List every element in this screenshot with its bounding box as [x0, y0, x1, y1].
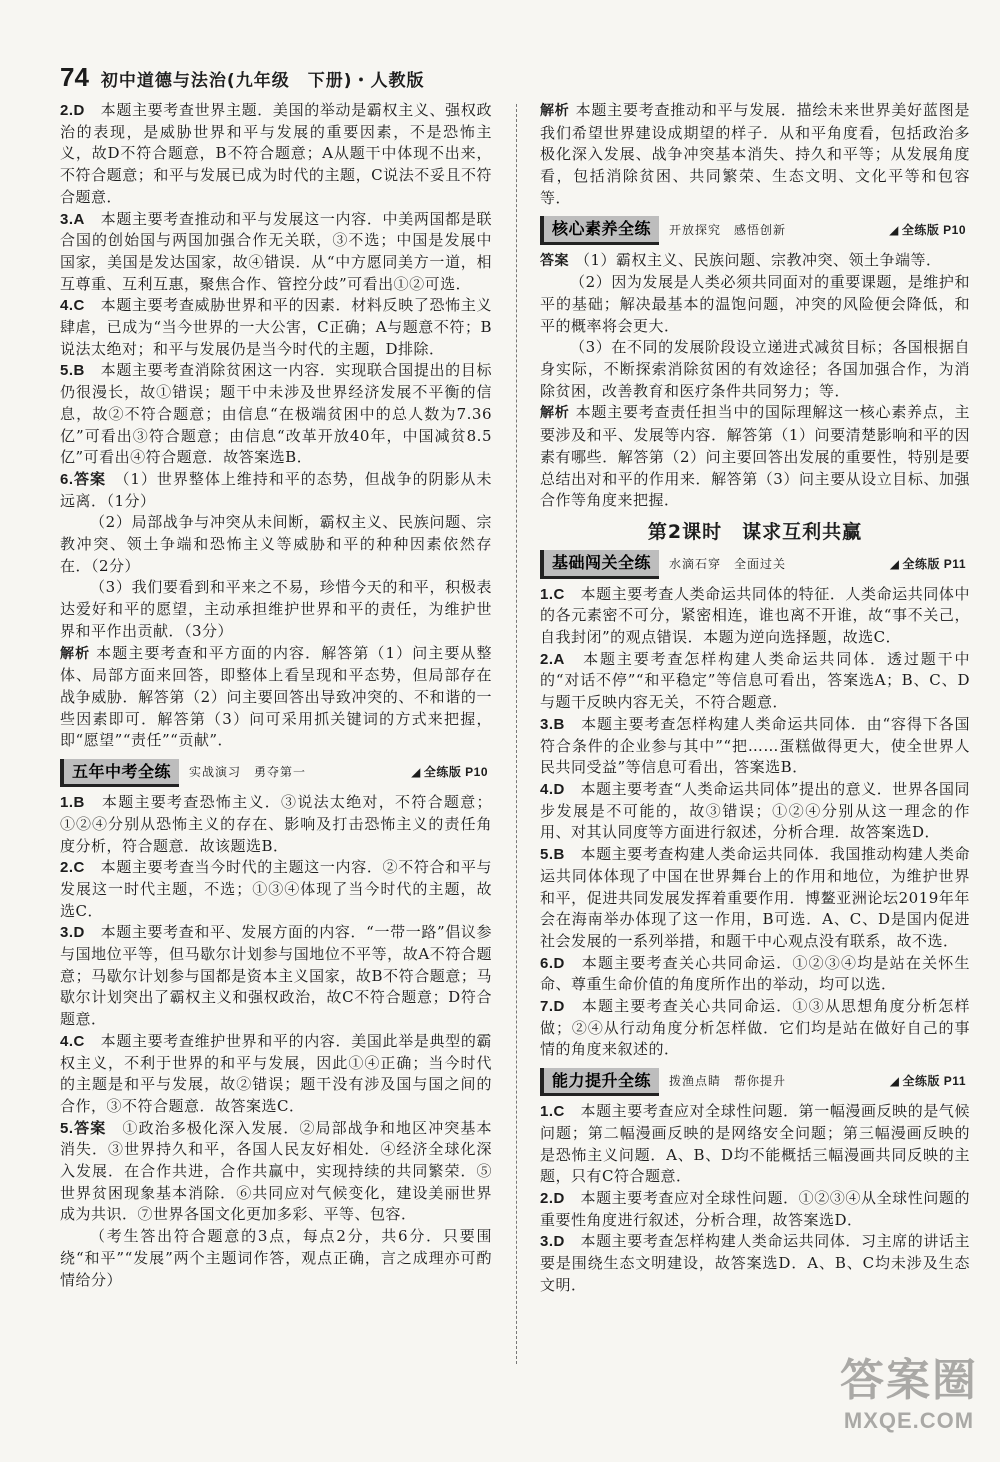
answer-line	[540, 714, 970, 779]
answer-line: （1）霸权主义、民族问题、宗教冲突、领土争端等．	[575, 250, 942, 269]
answer-line: （3）我们要看到和平来之不易，珍惜今天的和平，积极表达爱好和平的愿望，主动承担维护世界和平的责任，为维护世界和平作出贡献．（3分）	[60, 578, 492, 640]
answer-item	[540, 996, 970, 1061]
question-number: 3.A	[60, 210, 85, 228]
answer-item	[60, 209, 492, 296]
section-tag: 五年中考全练	[60, 759, 179, 788]
answer-item	[60, 469, 492, 752]
question-number: 4.C	[60, 1032, 85, 1050]
section-tag: 基础闯关全练	[540, 550, 659, 579]
analysis-text: 本题主要考查责任担当中的国际理解这一核心素养点，主要涉及和平、发展等内容．解答第（1）问要清楚影响和平的因素有哪些．解答第（2）问主要回答出发展的重要性，特别是要总结出对和平的作用来．解答第（3）问主要从设立目标、加强合作等角度来把握．	[540, 403, 970, 510]
section-band-nengli	[540, 1069, 970, 1095]
answer-text: 本题主要考查威胁世界和平的因素．材料反映了恐怖主义肆虐，已成为“当今世界的一大公害，C正确；A与题意不符；B说法太绝对；和平与发展仍是当今时代的主题，D排除．	[60, 296, 492, 358]
question-number: 4.D	[540, 780, 565, 798]
question-number: 6.答案	[60, 470, 106, 488]
jichu-answers	[540, 584, 970, 1061]
section-subtitle: 实战演习 勇夺第一	[189, 765, 307, 780]
section-subtitle: 水滴石穿 全面过关	[669, 556, 787, 571]
answer-line	[60, 295, 492, 360]
answer-text: 本题主要考查推动和平与发展这一内容．中美两国都是联合国的创始国与两国加强合作无关联，③不选；中国是发展中国家，美国是发达国家，故④错误．从“中方愿同美方一道，相互尊重、互利互惠，聚焦合作、管控分歧”可看出①②可选．	[60, 209, 492, 293]
analysis-line	[60, 643, 492, 753]
question-number: 2.D	[60, 102, 85, 119]
answer-line	[540, 779, 970, 844]
answer-item	[60, 100, 492, 209]
top-analysis	[540, 100, 970, 210]
question-number: 6.D	[540, 954, 565, 972]
answer-line: （2）局部战争与冲突从未间断，霸权主义、民族问题、宗教冲突、领土争端和恐怖主义等威胁和平的种种因素依然存在．（2分）	[60, 513, 492, 575]
answer-text: 本题主要考查消除贫困这一内容．实现联合国提出的目标仍很漫长，故①错误；题干中未涉及世界经济发展不平衡的信息，故②不符合题意；由信息“在极端贫困中的总人数为7.36亿”可看出③符合题意；由信息“改革开放40年，中国减贫8.5亿”可看出④符合题意．故答案选B．	[60, 361, 492, 467]
hexin-answer	[540, 250, 970, 512]
answer-line	[540, 844, 970, 953]
answer-item	[60, 857, 492, 922]
ref-label: 全练版 P11	[902, 1074, 966, 1089]
answer-line	[540, 1231, 970, 1296]
answer-item	[540, 1188, 970, 1231]
answer-item	[540, 714, 970, 779]
answer-text: 本题主要考查人类命运共同体的特征．人类命运共同体中的各元素密不可分，紧密相连，谁也离不开谁，故“事不关己，自我封闭”的观点错误．本题为逆向选择题，故选C．	[540, 584, 970, 647]
section-tag: 核心素养全练	[540, 216, 659, 245]
answer-line	[60, 360, 492, 469]
answer-line	[60, 857, 492, 922]
answer-text: 本题主要考查世界主题．美国的举动是霸权主义、强权政治的表现，是威胁世界和平与发展的重要因素，不是恐怖主义，故D不符合题意，B不符合题意；A从题干中体现不出来，不符合题意；和平与发展已成为时代的主题，C说法不妥且不符合题意．	[60, 101, 492, 206]
answer-line	[60, 1118, 492, 1227]
answer-line	[60, 922, 492, 1031]
answer-item	[60, 295, 492, 360]
watermark-line: 答案圈	[840, 1355, 978, 1406]
question-number: 1.B	[60, 794, 85, 812]
answer-line	[60, 100, 492, 209]
section-subtitle: 开放探究 感悟创新	[669, 222, 787, 237]
section-ref	[890, 554, 966, 576]
answer-text: 本题主要考查“人类命运共同体”提出的意义．世界各国同步发展是不可能的，故③错误；①②④分别从这一理念的作用、对其认同度等方面进行叙述，分析合理．故答案选D．	[540, 779, 970, 842]
analysis-text: 本题主要考查推动和平与发展．描绘未来世界美好蓝图是我们希望世界建设成期望的样子．从和平角度看，包括政治多极化深入发展、战争冲突基本消失、持久和平等；从发展角度看，包括消除贫困、共同繁荣、生态文明、文化平等和包容等．	[540, 101, 970, 207]
section-tag: 能力提升全练	[540, 1068, 659, 1097]
wunian-answers	[60, 792, 492, 1291]
nengli-answers	[540, 1101, 970, 1296]
left-top-answers	[60, 100, 492, 752]
answer-item	[60, 360, 492, 469]
pencil-icon: ◢	[411, 765, 421, 780]
answer-line	[60, 792, 492, 857]
left-column	[60, 100, 492, 1291]
answer-line: （2）因为发展是人类必须共同面对的重要课题，是维护和平的基础；解决最基本的温饱问题，冲突的风险便会降低，和平的概率将会更大．	[540, 273, 970, 335]
book-title: 初中道德与法治(九年级 下册)・人教版	[100, 71, 425, 91]
ref-label: 全练版 P11	[902, 556, 966, 571]
analysis-text: 本题主要考查和平方面的内容．解答第（1）问主要从整体、局部方面来回答，即整体上看呈现和平态势，但局部存在战争威胁．解答第（2）问主要回答出导致冲突的、不和谐的一些因素即可．解答第（3）问可采用抓关键词的方式来把握，即“愿望”“责任”“贡献”．	[60, 643, 493, 750]
pencil-icon: ◢	[889, 222, 899, 237]
section-band-hexin	[540, 218, 970, 244]
answer-text: 本题主要考查应对全球性问题．①②③④从全球性问题的重要性角度进行叙述，分析合理，故答案选D．	[540, 1188, 970, 1229]
pencil-icon: ◢	[889, 1074, 900, 1089]
section-ref	[890, 1071, 966, 1093]
analysis-label: 解析	[540, 103, 570, 119]
answer-item	[60, 1031, 492, 1118]
answer-text: 本题主要考查当今时代的主题这一内容．②不符合和平与发展这一时代主题，不选；①③④体现了当今时代的主题，故选C．	[60, 858, 492, 920]
answer-text: 本题主要考查维护世界和平的内容．美国此举是典型的霸权主义，不利于世界的和平与发展，因此①④正确；当今时代的主题是和平与发展，故②错误；题干没有涉及国与国之间的合作，③不符合题意．故答案选C．	[60, 1031, 492, 1115]
answer-line	[60, 1031, 492, 1118]
question-number: 7.D	[540, 998, 565, 1016]
answer-item	[540, 953, 970, 996]
answer-line	[60, 209, 492, 296]
pencil-icon: ◢	[889, 556, 900, 571]
section-ref	[411, 762, 488, 784]
answer-item	[60, 1118, 492, 1292]
answer-line: （考生答出符合题意的3点，每点2分，共6分．只要围绕“和平”“发展”两个主题词作答，观点正确，言之成理亦可酌情给分）	[60, 1227, 492, 1289]
column-divider	[516, 104, 517, 1364]
answer-line	[540, 996, 970, 1061]
lesson-title: 第2课时 谋求互利共赢	[647, 520, 863, 543]
answer-line	[540, 1188, 970, 1231]
ref-label: 全练版 P10	[901, 222, 966, 237]
answer-text: 本题主要考查怎样构建人类命运共同体．透过题干中的“对话不停”“和平稳定”等信息可看出，答案选A；B、C、D与题干反映内容无关，不符合题意．	[540, 649, 970, 712]
answer-text: 本题主要考查和平、发展方面的内容．“一带一路”倡议参与国地位平等，但马歇尔计划参与国地位不平等，故A不符合题意；马歇尔计划参与国都是资本主义国家，故B不符合题意；马歇尔计划突出了霸权主义和强权政治，故C不符合题意；D符合题意．	[60, 923, 492, 1029]
answer-text: 本题主要考查怎样构建人类命运共同体．由“容得下各国符合条件的企业参与其中”“把……蛋糕做得更大，使全世界人民共同受益”等信息可看出，答案选B．	[540, 714, 970, 777]
question-number: 1.C	[540, 585, 565, 603]
answer-item	[60, 922, 492, 1031]
question-number: 5.答案	[60, 1119, 107, 1137]
answer-item	[540, 779, 970, 844]
answer-text: 本题主要考查恐怖主义．③说法太绝对，不符合题意；①②④分别从恐怖主义的存在、影响及打击恐怖主义的责任角度分析，符合题意．故该题选B．	[60, 793, 492, 855]
question-number: 4.C	[60, 297, 85, 315]
answer-text: 本题主要考查应对全球性问题．第一幅漫画反映的是气候问题；第二幅漫画反映的是网络安全问题；第三幅漫画反映的是恐怖主义问题．A、B、D均不能概括三幅漫画共同反映的主题，只有C符合题意．	[540, 1102, 970, 1186]
answer-line: （3）在不同的发展阶段设立递进式减贫目标；各国根据自身实际，不断探索消除贫困的有效途径；各国加强合作，为消除贫困，改善教育和医疗条件共同努力；等．	[540, 338, 970, 400]
section-band-jichu	[540, 552, 970, 578]
answer-item	[60, 792, 492, 857]
analysis-label: 解析	[540, 405, 570, 422]
answer-text: 本题主要考查关心共同命运．①③从思想角度分析怎样做；②④从行动角度分析怎样做．它们均是站在做好自己的事情的角度来叙述的．	[540, 997, 970, 1059]
answer-item	[540, 1101, 970, 1188]
answer-text: 本题主要考查怎样构建人类命运共同体．习主席的讲话主要是围绕生态文明建设，故答案选D．A、B、C均未涉及生态文明．	[540, 1232, 970, 1294]
answer-line	[540, 584, 970, 649]
watermark-logo	[840, 1344, 978, 1434]
question-number: 1.C	[540, 1103, 565, 1121]
right-column	[540, 100, 970, 1296]
page-header	[60, 62, 424, 96]
section-band-wunian	[60, 760, 492, 786]
answer-label: 答案	[540, 252, 569, 269]
answer-line	[540, 649, 970, 714]
question-number: 5.B	[60, 362, 85, 380]
question-number: 2.C	[60, 859, 85, 877]
answer-text: （1）世界整体上维持和平的态势，但战争的阴影从未远离．（1分）	[60, 469, 492, 510]
watermark-line: MXQE.COM	[843, 1408, 975, 1433]
answer-item	[540, 649, 970, 714]
question-number: 5.B	[540, 846, 565, 864]
question-number: 3.D	[60, 924, 85, 942]
answer-item	[540, 844, 970, 953]
analysis-label: 解析	[60, 645, 91, 662]
answer-text: ①政治多极化深入发展．②局部战争和地区冲突基本消失．③世界持久和平，各国人民友好相处．④经济全球化深入发展．在合作共进，合作共赢中，实现持续的共同繁荣．⑤世界贫困现象基本消除．⑥共同应对气候变化，建设美丽世界成为共识．⑦世界各国文化更加多彩、平等、包容．	[60, 1118, 492, 1224]
answer-item	[540, 584, 970, 649]
answer-text: 本题主要考查关心共同命运．①②③④均是站在关怀生命、尊重生命价值的角度所作出的举动，均可以选．	[540, 953, 970, 994]
answer-line	[540, 1101, 970, 1188]
answer-text: 本题主要考查构建人类命运共同体．我国推动构建人类命运共同体体现了中国在世界舞台上的作用和地位，为维护世界和平，促进共同发展发挥着重要作用．博鳌亚洲论坛2019年年会在海南举办体现了这一作用，B可选．A、C、D是国内促进社会发展的一系列举措，和题干中心观点没有联系，故不选．	[540, 845, 970, 950]
question-number: 2.D	[540, 1189, 565, 1207]
answer-item	[540, 1231, 970, 1296]
section-subtitle: 拨渔点睛 帮你提升	[669, 1074, 787, 1089]
question-number: 3.D	[540, 1233, 565, 1251]
ref-label: 全练版 P10	[423, 765, 488, 780]
question-number: 3.B	[540, 715, 565, 733]
section-ref	[889, 220, 966, 242]
answer-line	[60, 469, 492, 512]
answer-line	[540, 953, 970, 996]
page-number: 74	[60, 62, 89, 92]
question-number: 2.A	[540, 650, 565, 668]
